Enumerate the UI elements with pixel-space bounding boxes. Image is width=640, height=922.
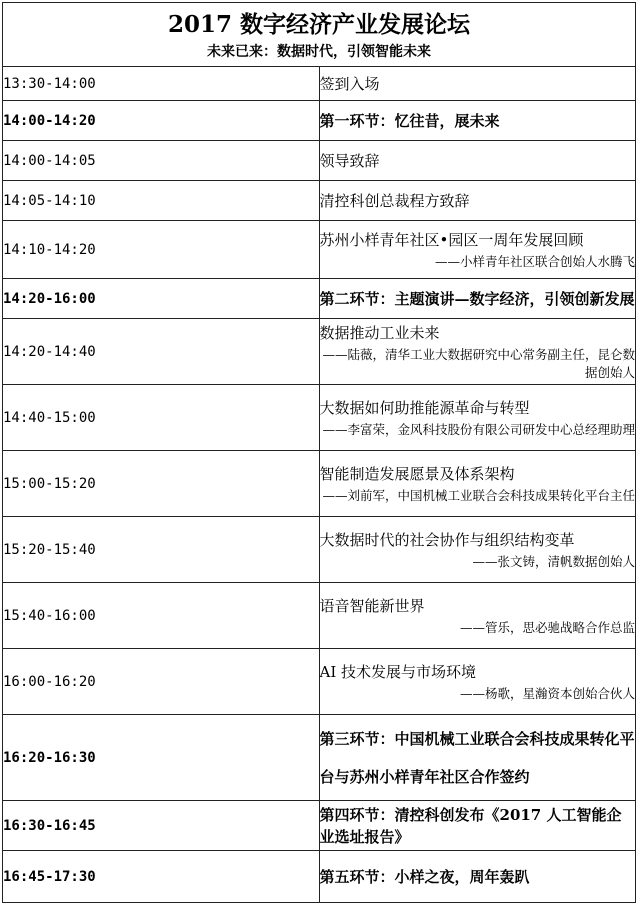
time-cell: 14:20-14:40 [3,319,320,385]
session-title: 苏州小样青年社区•园区一周年发展回顾 [319,230,584,249]
desc-cell [319,649,636,715]
desc-cell [319,101,636,141]
agenda-row [3,649,636,715]
desc-cell [319,319,636,385]
desc-cell [319,715,636,801]
forum-subtitle: 未来已来：数据时代，引领智能未来 [207,44,431,60]
time-cell: 16:30-16:45 [3,801,320,851]
agenda-table [2,2,636,903]
session-title: 大数据时代的社会协作与组织结构变革 [319,530,575,549]
session-title: 大数据如何助推能源革命与转型 [319,398,530,417]
agenda-row [3,451,636,517]
agenda-row [3,141,636,181]
header-cell [3,3,636,67]
speaker-line: ——陆薇，清华工业大数据研究中心常务副主任，昆仑数据创始人 [322,346,635,380]
session-title: 领导致辞 [319,151,380,170]
desc-cell [319,451,636,517]
desc-cell [319,67,636,101]
desc-cell [319,141,636,181]
agenda-row [3,715,636,801]
agenda-row [3,101,636,141]
time-cell: 14:40-15:00 [3,385,320,451]
session-title: 第一环节：忆往昔，展未来 [319,111,500,130]
session-title: AI 技术发展与市场环境 [319,662,477,681]
time-cell: 14:05-14:10 [3,181,320,221]
session-title: 数据推动工业未来 [319,323,440,342]
speaker-line: ——管乐，思必驰战略合作总监 [459,619,635,635]
session-title: 第三环节：中国机械工业联合会科技成果转化平台与苏州小样青年社区合作签约 [319,729,635,786]
agenda-row [3,385,636,451]
session-title: 签到入场 [319,74,380,93]
desc-cell [319,385,636,451]
agenda-row [3,319,636,385]
agenda-row [3,279,636,319]
speaker-line: ——刘前军，中国机械工业联合会科技成果转化平台主任 [322,487,635,503]
agenda-row [3,801,636,851]
agenda-row [3,181,636,221]
desc-cell [319,583,636,649]
session-title: 智能制造发展愿景及体系架构 [319,464,515,483]
session-title: 第二环节：主题演讲—数字经济，引领创新发展 [319,289,635,308]
speaker-line: ——张文铸，清帆数据创始人 [472,553,635,569]
forum-title: 2017 数字经济产业发展论坛 [167,11,471,38]
time-cell: 16:00-16:20 [3,649,320,715]
time-cell: 14:00-14:05 [3,141,320,181]
speaker-line: ——小样青年社区联合创始人水腾飞 [434,253,635,269]
desc-cell [319,221,636,279]
session-title: 第五环节：小样之夜，周年轰趴 [319,867,530,886]
time-cell: 16:45-17:30 [3,851,320,903]
time-cell: 14:10-14:20 [3,221,320,279]
time-cell: 15:20-15:40 [3,517,320,583]
time-cell: 16:20-16:30 [3,715,320,801]
desc-cell [319,279,636,319]
desc-cell [319,801,636,851]
agenda-row [3,67,636,101]
speaker-line: ——杨歌，星瀚资本创始合伙人 [459,685,635,701]
desc-cell [319,517,636,583]
time-cell: 14:20-16:00 [3,279,320,319]
desc-cell [319,851,636,903]
agenda-row [3,583,636,649]
agenda-row [3,517,636,583]
speaker-line: ——李富荣，金风科技股份有限公司研发中心总经理助理 [322,421,635,437]
time-cell: 14:00-14:20 [3,101,320,141]
desc-cell [319,181,636,221]
session-title: 语音智能新世界 [319,596,425,615]
time-cell: 15:40-16:00 [3,583,320,649]
agenda-row [3,221,636,279]
header-row [3,3,636,67]
agenda-row [3,851,636,903]
session-title: 第四环节：清控科创发布《2017 人工智能企业选址报告》 [319,805,622,846]
time-cell: 13:30-14:00 [3,67,320,101]
session-title: 清控科创总裁程方致辞 [319,191,470,210]
time-cell: 15:00-15:20 [3,451,320,517]
